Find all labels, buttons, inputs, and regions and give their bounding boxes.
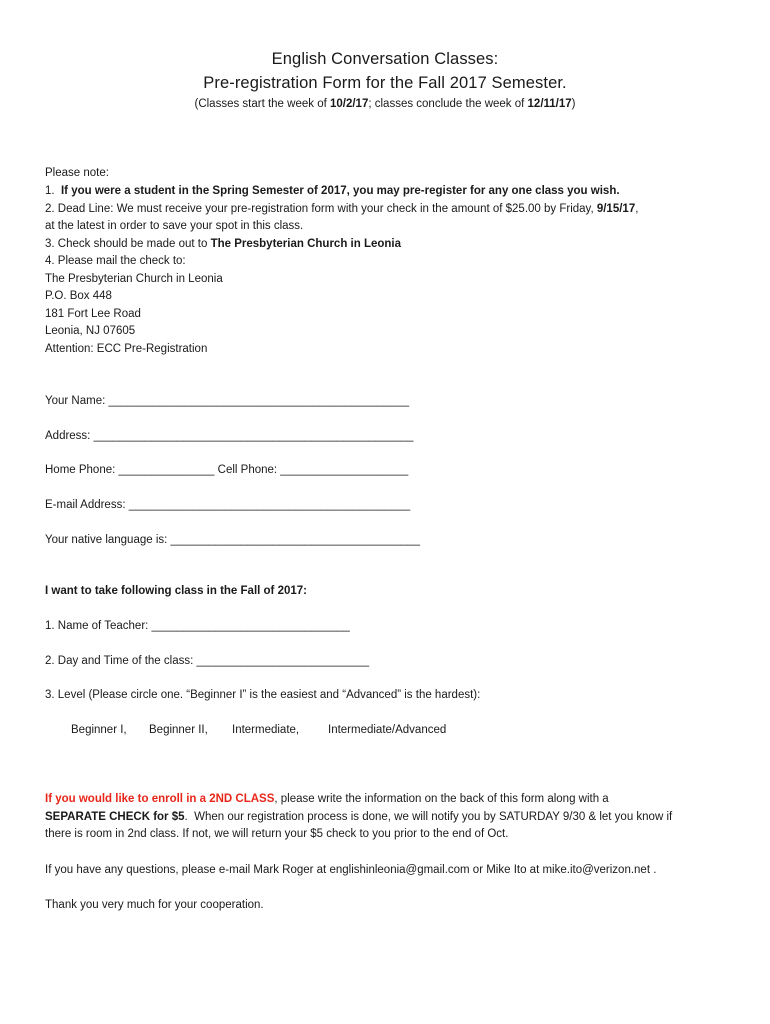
payee-name: The Presbyterian Church in Leonia [210, 238, 402, 250]
mailing-address-line: The Presbyterian Church in Leonia [45, 273, 223, 285]
level-option[interactable]: Intermediate, [232, 724, 300, 736]
phone-fields [45, 464, 408, 476]
level-option[interactable]: Beginner II, [149, 724, 208, 736]
thank-you-note: Thank you very much for your cooperation. [45, 899, 264, 911]
notes-heading: Please note: [45, 167, 109, 179]
mailing-address-line: Leonia, NJ 07605 [45, 325, 136, 337]
class-dates-note: (Classes start the week of 10/2/17; classes conclude the week of 12/11/17) [194, 98, 576, 110]
email-field[interactable]: E-mail Address: ____________________________________________ [45, 499, 411, 511]
mailing-address-line: P.O. Box 448 [45, 290, 112, 302]
day-time-field[interactable]: 2. Day and Time of the class: ___________________________ [45, 655, 370, 667]
address-field[interactable]: Address: __________________________________________________ [45, 430, 414, 442]
deadline-date: 9/15/17 [596, 203, 636, 215]
second-class-line-2: SEPARATE CHECK for $5. When our registration process is done, we will notify you by SATURDAY 9/30 & let you know if [45, 811, 673, 823]
note-item-3: 3. Check should be made out to The Presbyterian Church in Leonia [45, 238, 402, 250]
mailing-address-line: 181 Fort Lee Road [45, 308, 141, 320]
home-phone-field[interactable]: Home Phone: _______________ [45, 464, 215, 476]
second-class-highlight: If you would like to enroll in a 2ND CLASS [45, 793, 275, 805]
note-item-4: 4. Please mail the check to: [45, 255, 186, 267]
class-section-heading: I want to take following class in the Fall of 2017: [45, 585, 307, 597]
name-field[interactable]: Your Name: _______________________________________________ [45, 395, 410, 407]
second-class-line-3: there is room in 2nd class. If not, we will return your $5 check to you prior to the end of Oct. [45, 828, 509, 840]
end-date: 12/11/17 [527, 98, 572, 110]
level-option[interactable]: Intermediate/Advanced [328, 724, 447, 736]
mailing-address-line: Attention: ECC Pre-Registration [45, 343, 208, 355]
native-language-field[interactable]: Your native language is: _______________________________________ [45, 534, 420, 546]
note-item-1: 1. If you were a student in the Spring Semester of 2017, you may pre-register for any one class you wish. [45, 185, 620, 197]
teacher-field[interactable]: 1. Name of Teacher: _______________________________ [45, 620, 350, 632]
start-date: 10/2/17 [329, 98, 369, 110]
level-instruction: 3. Level (Please circle one. “Beginner I” is the easiest and “Advanced” is the hardest): [45, 689, 481, 701]
note-item-2: 2. Dead Line: We must receive your pre-registration form with your check in the amount of $25.00 by Friday, 9/15/17, [45, 203, 639, 215]
note-item-2-cont: at the latest in order to save your spot in this class. [45, 220, 304, 232]
separate-check-note: SEPARATE CHECK for $5 [45, 811, 185, 823]
form-title-line2: Pre-registration Form for the Fall 2017 Semester. [203, 74, 567, 92]
level-option[interactable]: Beginner I, [71, 724, 127, 736]
cell-phone-field[interactable]: Cell Phone: ____________________ [214, 464, 409, 476]
form-title-line1: English Conversation Classes: [271, 50, 499, 68]
second-class-line-1: If you would like to enroll in a 2ND CLASS, please write the information on the back of this form along with a [45, 793, 609, 805]
contact-info: If you have any questions, please e-mail Mark Roger at englishinleonia@gmail.com or Mike Ito at mike.ito@verizon.net . [45, 864, 657, 876]
